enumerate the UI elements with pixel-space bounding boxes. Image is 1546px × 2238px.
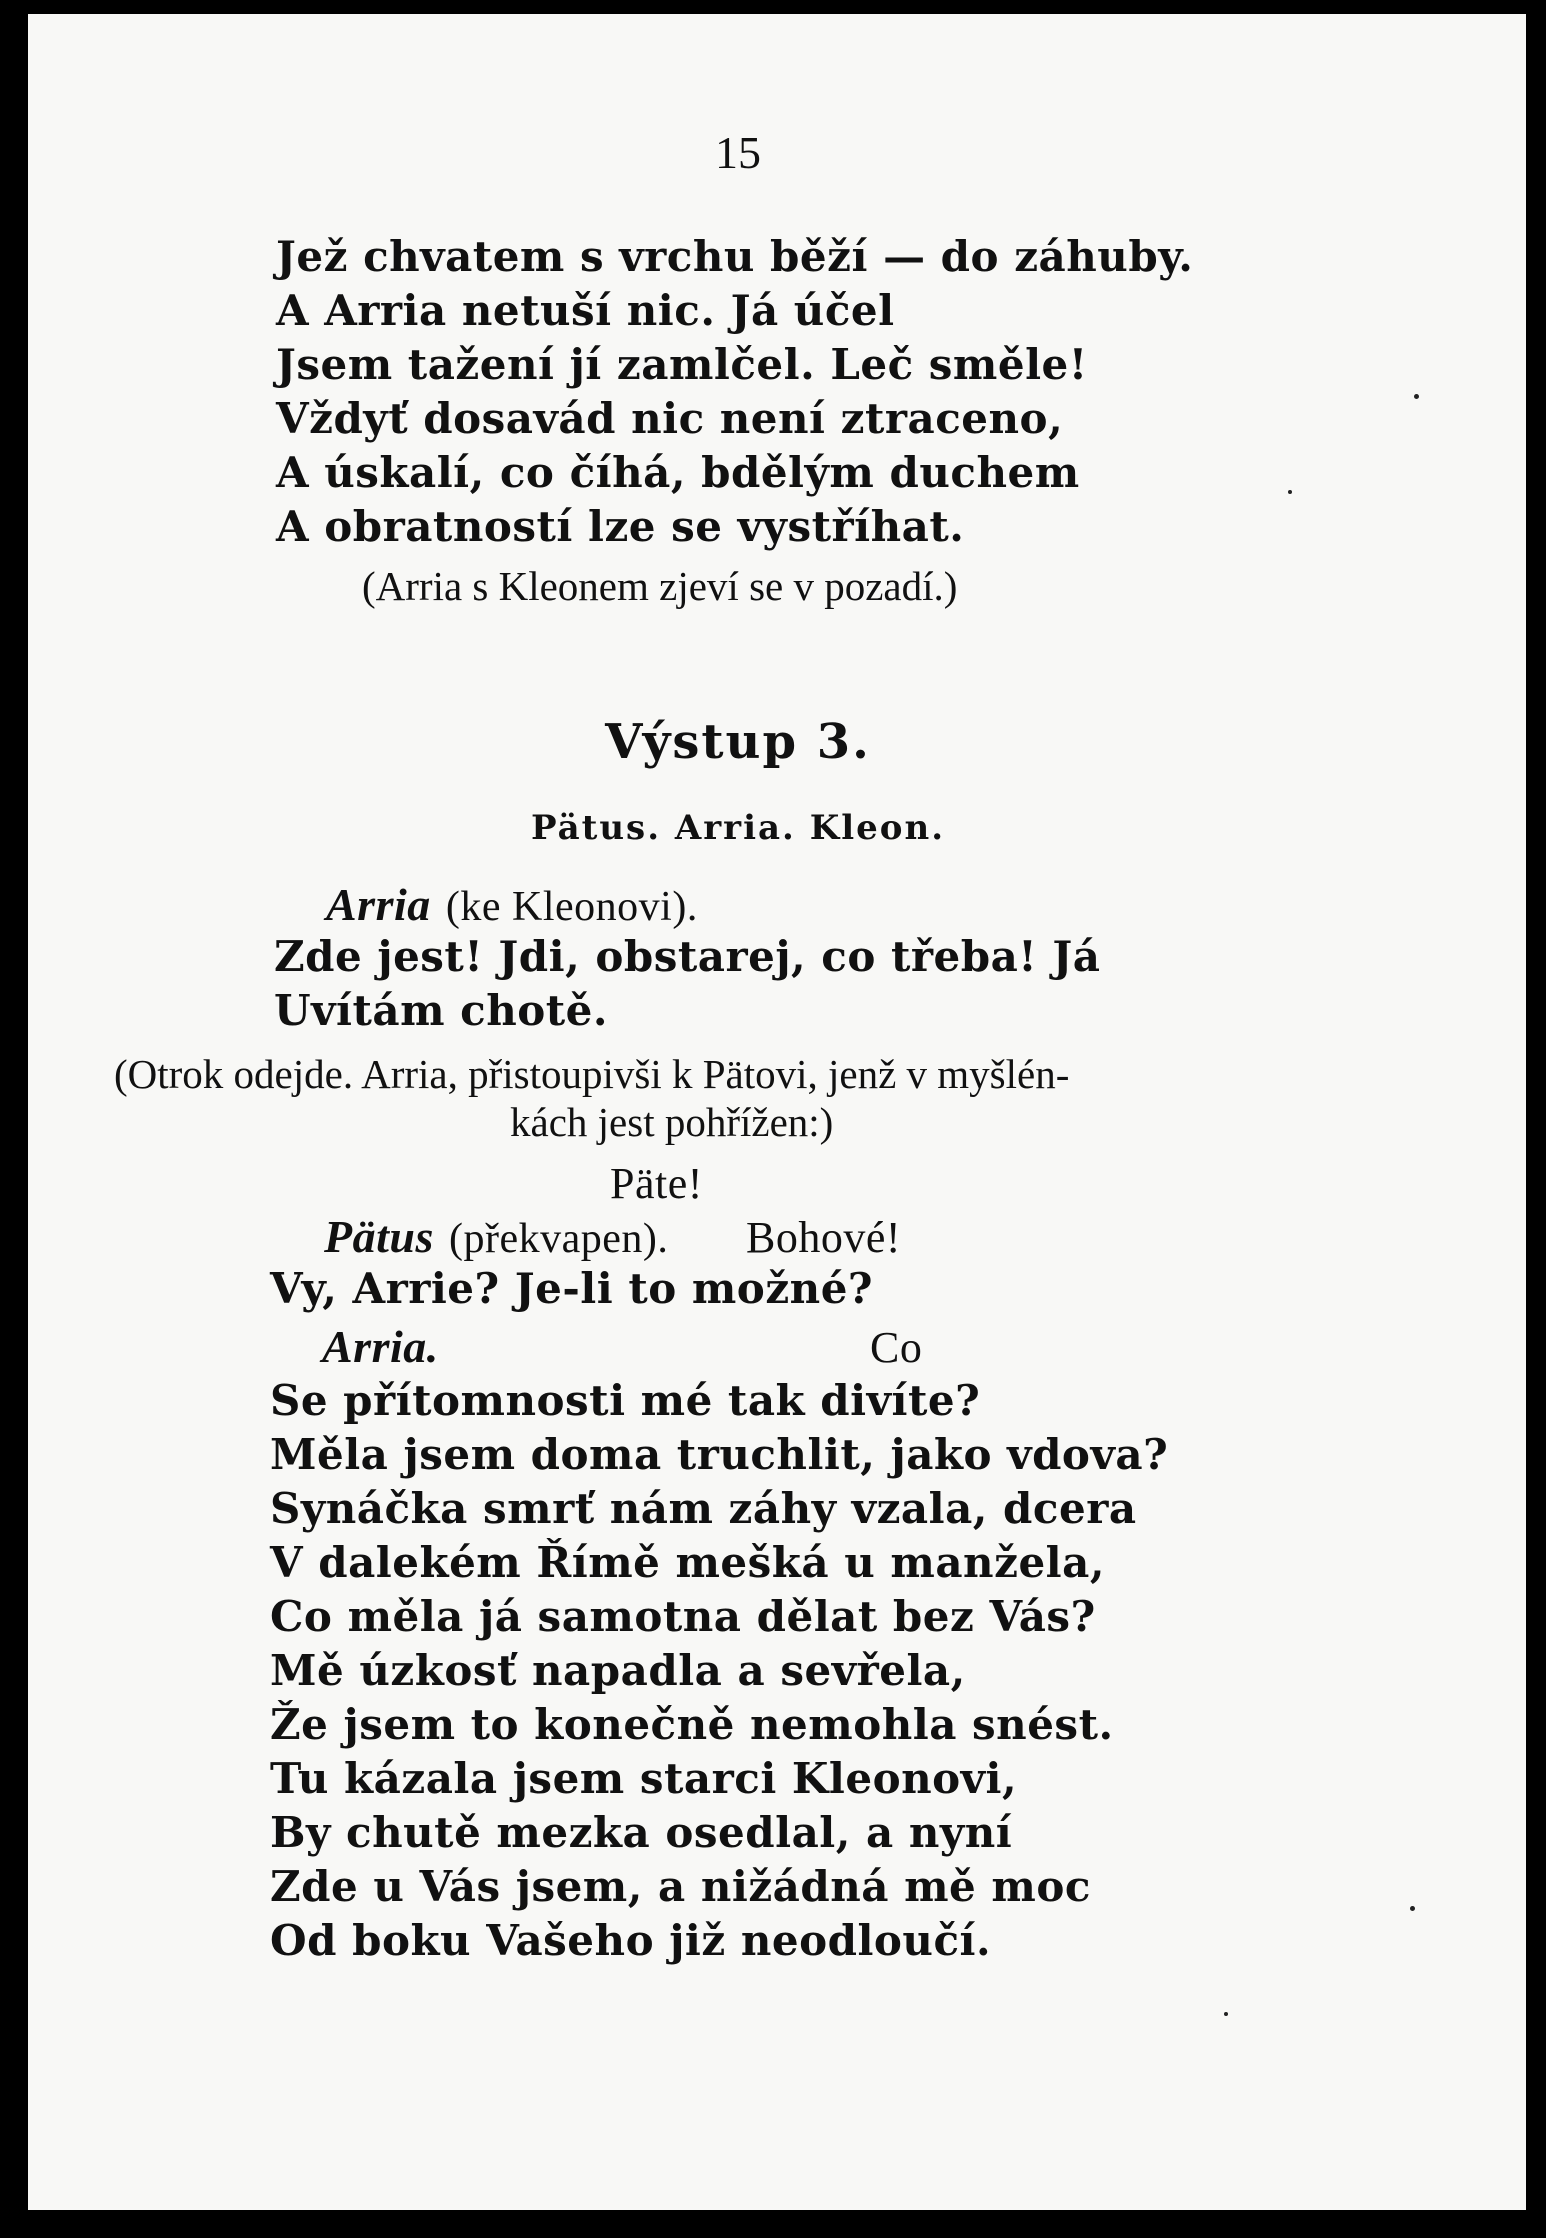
- speech-line: Uvítám chotě.: [274, 986, 609, 1035]
- speech-line: Co měla já samotna dělat bez Vás?: [270, 1592, 1096, 1641]
- speech-line: Bohové!: [746, 1213, 902, 1262]
- speech-line: V dalekém Římě mešká u manžela,: [270, 1538, 1105, 1587]
- speech-line: Co: [870, 1323, 923, 1372]
- page-number: 15: [715, 127, 761, 178]
- book-page: [28, 14, 1526, 2210]
- scan-speck: [1288, 490, 1292, 494]
- verse-line: A obratností lze se vystříhat.: [276, 502, 965, 551]
- speech-line: Že jsem to konečně nemohla snést.: [270, 1700, 1114, 1749]
- character-list: Pätus. Arria. Kleon.: [530, 808, 946, 848]
- speech-line: Zde u Vás jsem, a nižádná mě moc: [270, 1862, 1091, 1911]
- scene-title: Výstup 3.: [605, 714, 871, 770]
- speech-line: Zde jest! Jdi, obstarej, co třeba! Já: [274, 932, 1101, 981]
- verse-line: Jež chvatem s vrchu běží — do záhuby.: [276, 232, 1194, 281]
- scan-speck: [1410, 1906, 1415, 1911]
- verse-line: Vždyť dosavád nic není ztraceno,: [276, 394, 1064, 443]
- speaker-note: (ke Kleonovi).: [445, 884, 698, 930]
- speech-line: Päte!: [610, 1159, 703, 1208]
- scan-speck: [1224, 2012, 1228, 2016]
- speech-line: Měla jsem doma truchlit, jako vdova?: [270, 1430, 1169, 1479]
- speaker-name: Arria.: [322, 1321, 439, 1372]
- verse-line: A úskalí, co číhá, bdělým duchem: [276, 448, 1080, 497]
- speech-line: By chutě mezka osedlal, a nyní: [270, 1808, 1013, 1857]
- verse-line: A Arria netuší nic. Já účel: [276, 286, 895, 335]
- speech-line: Vy, Arrie? Je-li to možné?: [270, 1264, 874, 1313]
- speaker-note: (překvapen).: [449, 1216, 669, 1262]
- stage-direction: (Arria s Kleonem zjeví se v pozadí.): [362, 563, 958, 609]
- speaker-name: Arria: [326, 879, 431, 930]
- speaker-line: [326, 879, 698, 930]
- speech-line: Mě úzkosť napadla a sevřela,: [270, 1646, 966, 1695]
- verse-line: Jsem tažení jí zamlčel. Leč směle!: [276, 340, 1088, 389]
- speaker-name: Pätus: [324, 1211, 434, 1262]
- stage-direction: (Otrok odejde. Arria, přistoupivši k Pätovi, jenž v myšlén-: [114, 1051, 1070, 1097]
- speech-line: Synáčka smrť nám záhy vzala, dcera: [270, 1484, 1137, 1533]
- speaker-line: [322, 1321, 439, 1372]
- speaker-line: [324, 1211, 669, 1262]
- speech-line: Tu kázala jsem starci Kleonovi,: [270, 1754, 1018, 1803]
- stage-direction: kách jest pohřížen:): [510, 1099, 834, 1145]
- speech-line: Od boku Vašeho již neodloučí.: [270, 1916, 992, 1965]
- scan-speck: [1414, 394, 1419, 399]
- speech-line: Se přítomnosti mé tak divíte?: [270, 1376, 981, 1425]
